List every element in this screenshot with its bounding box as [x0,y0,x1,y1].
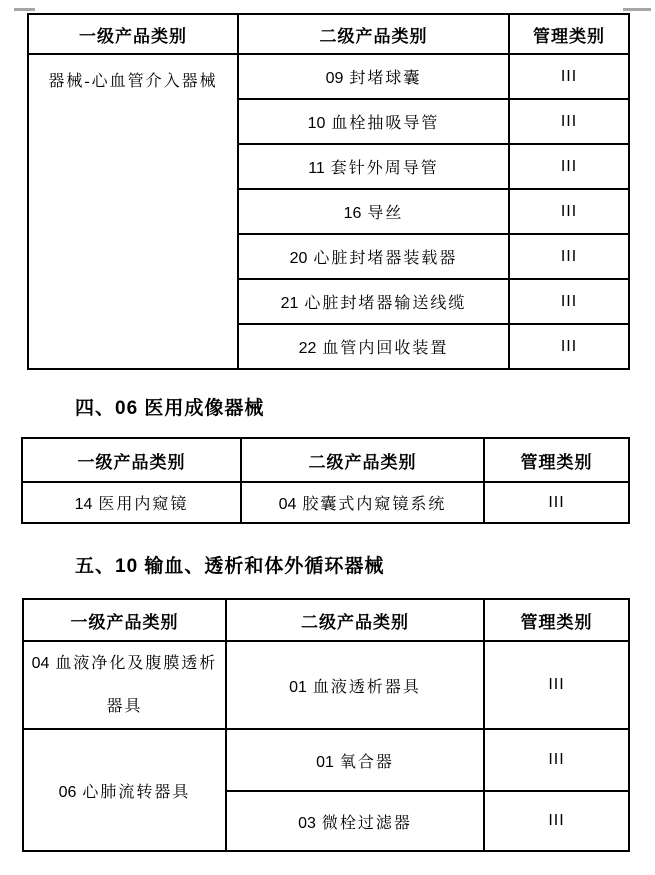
management-class-cell: III [509,99,629,144]
category-code: 06 [58,783,77,801]
col-header-level2-category: 二级产品类别 [241,438,484,482]
category-cell [23,641,226,729]
category-cell [23,729,226,851]
management-class-cell: III [509,144,629,189]
subcategory-code: 16 [343,205,362,222]
page-handle-mark-right [623,8,651,11]
page-handle-mark-left [14,8,35,11]
table-row [28,54,629,99]
header-row [22,438,629,482]
management-class-cell: III [484,791,629,851]
table-row [22,482,629,523]
subcategory-cell [238,144,509,189]
subcategory-code: 04 [278,496,297,513]
management-class-cell: III [509,189,629,234]
col-header-level2-category: 二级产品类别 [226,599,484,641]
table-row [23,641,629,729]
col-header-level2-category: 二级产品类别 [238,14,509,54]
category-label: 心肺流转器具 [82,783,191,801]
category-label: 医用内窥镜 [98,496,189,513]
subcategory-label: 血栓抽吸导管 [331,115,440,132]
subcategory-cell [238,99,509,144]
subcategory-cell [238,54,509,99]
category-cell: 器械-心血管介入器械 [28,54,238,369]
section-heading-transfusion-dialysis: 五、10 输血、透析和体外循环器械 [75,556,385,577]
subcategory-label: 封堵球囊 [349,70,422,87]
subcategory-code: 09 [325,70,344,87]
subcategory-cell [226,729,484,791]
subcategory-cell [226,641,484,729]
category-cell [22,482,241,523]
subcategory-label: 心脏封堵器输送线缆 [304,295,467,312]
management-class-cell: III [484,482,629,523]
subcategory-cell [241,482,484,523]
subcategory-label: 胶囊式内窥镜系统 [302,496,447,513]
subcategory-label: 氧合器 [339,753,394,771]
subcategory-cell [238,189,509,234]
category-code: 14 [74,496,93,513]
section-heading-medical-imaging: 四、06 医用成像器械 [75,398,265,419]
col-header-level1-category: 一级产品类别 [23,599,226,641]
subcategory-cell [238,279,509,324]
subcategory-code: 11 [308,160,325,177]
header-row [28,14,629,54]
subcategory-code: 03 [298,814,316,832]
category-label: 血液净化及腹膜透析器具 [55,655,218,716]
management-class-cell: III [484,729,629,791]
management-class-cell: III [509,54,629,99]
subcategory-label: 血管内回收装置 [322,340,449,357]
subcategory-label: 套针外周导管 [330,160,439,177]
management-class-cell: III [484,641,629,729]
subcategory-code: 22 [298,340,317,357]
imaging-devices-table [21,437,630,524]
subcategory-label: 导丝 [367,205,404,222]
subcategory-cell [238,324,509,369]
subcategory-label: 血液透析器具 [312,678,421,696]
subcategory-code: 01 [316,753,334,771]
col-header-management-class: 管理类别 [509,14,629,54]
subcategory-code: 20 [289,250,308,267]
management-class-cell: III [509,279,629,324]
management-class-cell: III [509,234,629,279]
subcategory-code: 01 [289,678,307,696]
subcategory-label: 心脏封堵器装载器 [313,250,458,267]
subcategory-code: 21 [280,295,299,312]
table-row [23,729,629,791]
col-header-level1-category: 一级产品类别 [28,14,238,54]
col-header-management-class: 管理类别 [484,599,629,641]
category-code: 04 [31,655,50,672]
col-header-management-class: 管理类别 [484,438,629,482]
col-header-level1-category: 一级产品类别 [22,438,241,482]
subcategory-label: 微栓过滤器 [321,814,412,832]
subcategory-cell [226,791,484,851]
cardio-devices-table [27,13,630,370]
subcategory-code: 10 [307,115,326,132]
header-row [23,599,629,641]
subcategory-cell [238,234,509,279]
management-class-cell: III [509,324,629,369]
transfusion-devices-table [22,598,630,852]
